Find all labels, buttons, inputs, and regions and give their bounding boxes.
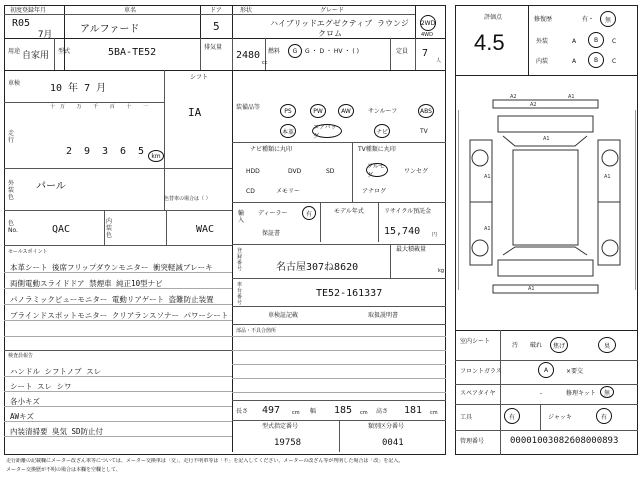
seat-label: 室内シート [460,338,491,345]
score-value: 4.5 [474,30,505,55]
width-value: 185 [334,405,353,416]
odometer-unit: km [151,152,161,160]
spare-label: スペアタイヤ [460,390,496,397]
svg-text:A1: A1 [484,226,491,232]
odometer-digit: 3 [102,146,109,157]
fuel-label: 燃料 [268,48,281,55]
equip-aw: AW [338,104,354,118]
equip-sunroof: サンルーフ [368,108,398,115]
grade-value-1: ハイブリッドエグゼクティブ ラウンジ [270,19,409,28]
dealer-value: 有 [302,206,316,220]
grade-label: グレード [320,7,345,14]
spare-circle: 無 [600,386,614,398]
svg-text:A2: A2 [510,94,517,100]
4wd-label: 4WD [421,32,433,38]
color-value: パール [36,181,66,192]
mgmt-value: 00001003082608000893 [510,436,619,446]
spare-opt-1: - [540,390,543,397]
recycle-value: 15,740 [384,226,421,237]
door-label: ドア [210,7,222,14]
dealer-box-label: 輸入 [238,210,245,224]
equip-pw: PW [310,104,326,118]
type-label: 型式指定番号 [262,423,299,430]
use-value: 自家用 [22,51,50,61]
tool-label: 工具 [460,414,473,421]
note-line: 内装清掃要 臭気 SD防止付 [10,427,104,436]
cc-label: 排気量 [204,44,223,51]
equip-abs: ABS [418,104,434,118]
sales-line: ブラインドスポットモニター クリアランスソナー パワーシート [10,311,229,320]
footer-line-2: メーター交換歴が不明の場合は本欄を空欄として、 [6,467,121,473]
4wd-circle: 2WD [420,15,436,31]
note-line: シート スレ シワ [10,382,72,391]
glass-label: フロントガラス [460,368,502,375]
note-line: 各小キズ [10,397,40,406]
fuel-options: G ・ D ・ HV ・ ( ) [305,48,359,55]
ext-opt-c: C [612,38,617,45]
sales-points-title: セールスポイント [8,249,48,255]
inspection-label: 車検 [8,80,21,87]
ext-label: 外装 [536,38,549,45]
odometer-digit: 2 [66,146,73,157]
parts-label: 部品・不具合箇所 [236,328,277,334]
height-label: 高さ [376,408,389,415]
int-grade-circle: B [588,52,604,68]
repair-options: 有・ [582,16,595,23]
seat-opt-burn: 焦げ [550,337,568,353]
grade-value-2: クロム [318,29,342,38]
recycle-unit: 円 [432,232,438,238]
navi-title: ナビ種類に丸印 [250,146,293,153]
note-line: AWキズ [10,412,34,421]
tv-opt-analog: アナログ [362,188,387,195]
tv-title: TV種類に丸印 [358,146,396,153]
recycle-label: リサイクル預託金 [384,208,432,215]
svg-text:A1: A1 [604,174,611,180]
jack-value: 有 [596,408,612,424]
navi-opt-mem: メモリー [276,188,301,195]
reg-year-value: R05 [12,18,31,29]
glass-opt-replace: ×要交 [566,368,584,375]
shift-label: シフト [190,74,209,81]
glass-opt-a: A [538,362,554,378]
shift-value: IA [188,106,202,119]
car-damage-diagram [458,80,636,320]
navi-opt-dvd: DVD [288,168,302,175]
tool-value: 有 [504,408,520,424]
class-value: 0041 [382,438,404,448]
int-code-label: 内装色 [106,218,113,239]
equip-tv: TV [420,128,428,135]
svg-text:A2: A2 [530,102,537,108]
ext-options: A [572,38,577,45]
cc-value: 2480 [236,50,261,61]
km-circle [148,150,164,162]
length-unit: cm [292,410,300,416]
color-code-label: 色 No. [8,220,18,234]
int-opt-c: C [612,58,617,65]
inspector-notes-title: 検査員報告 [8,353,34,359]
color-code-value: QAC [52,224,71,235]
plate-value: 名古屋307ね8620 [276,262,359,273]
jack-label: ジャッキ [548,414,572,421]
length-value: 497 [262,405,281,416]
seat-opt-smell: 臭 [598,337,616,353]
navi-opt-sd: SD [326,168,335,175]
capacity-label: 定員 [396,48,409,55]
cc-unit: cc [262,60,268,66]
seat-opt-tear: 破れ [530,342,543,349]
repair-label: 修復歴 [534,16,553,23]
sales-line: 本革シート 後席フリップダウンモニター 衝突軽減ブレーキ [10,263,213,272]
plate-label: 登録番号 [237,248,243,272]
model-label: 型式 [58,48,71,55]
width-label: 幅 [310,408,317,415]
mgmt-label: 管理番号 [460,438,485,445]
use-label: 用途 [8,48,21,55]
footer-line-1: 走行距離の記載欄にメーター改ざん車等については、メーター交換車は「交」、走行不明車等は「不」を記入してください。メーターの改ざん等が判明した場合は「改」を記入。 [6,458,404,464]
manual-label: 取扱説明書 [368,312,399,319]
navi-opt-hdd: HDD [246,168,260,175]
odometer-digit: 9 [84,146,91,157]
score-label: 評価点 [484,14,503,21]
odometer-digit: 6 [120,146,127,157]
model-value: 5BA-TE52 [108,47,157,58]
chassis-label: 車台番号 [237,282,243,306]
chassis-value: TE52-161337 [316,288,383,299]
navi-opt-cd: CD [246,188,255,195]
door-value: 5 [213,20,220,33]
reg-year-label: 初度登録年月 [10,7,47,14]
tv-opt-oneseg: ワンセグ [404,168,429,175]
class-label: 類別区分番号 [368,423,405,430]
int-options: A [572,58,577,65]
fuel-g-circle: G [288,44,302,58]
tv-opt-fullseg: フルセグ [366,163,388,177]
width-unit: cm [360,410,368,416]
svg-text:A1: A1 [568,94,575,100]
equip-navi: ナビ [374,124,390,138]
car-name-value: アルファード [80,24,140,35]
equip-ps: PS [280,104,296,118]
color-label: 外装色 [8,180,15,201]
int-code-value: WAC [196,224,215,235]
spare-opt-2: 修理キット [566,390,596,397]
seat-opt-dirty: 汚 [512,342,519,349]
equip-airbag: エアバッグ [312,124,342,138]
odometer-label: 走 行 [8,130,15,144]
height-value: 181 [404,405,423,416]
int-label: 内装 [536,58,549,65]
ext-grade-circle: B [588,32,604,48]
svg-text:A1: A1 [543,136,550,142]
length-label: 長さ [236,408,249,415]
note-line: ハンドル シフトノブ スレ [10,367,102,376]
type-value: 19758 [274,438,302,448]
capacity-value: 7 [422,48,429,59]
sales-line: 両側電動スライドドア 禁煙車 純正10型ナビ [10,279,163,288]
car-name-label: 車名 [124,7,137,14]
max-load-label: 最大積載量 [396,246,427,253]
height-unit: cm [430,410,438,416]
equip-leather: 本革 [280,124,296,138]
svg-text:A1: A1 [484,174,491,180]
model-year-label: モデル年式 [334,208,364,215]
capacity-unit: 人 [436,58,442,64]
rec-label: 車検証記載 [268,312,299,319]
color-note: 色替車の場合は（ ） [164,196,211,202]
svg-text:A1: A1 [528,286,535,292]
odometer-digit: 5 [138,146,145,157]
max-load-unit: kg [438,268,445,274]
sales-line: パノラミックビューモニター 電動リアゲート 盗難防止装置 [10,295,214,304]
reg-month-value: 7月 [38,30,53,40]
shape-label: 形状 [240,7,253,14]
dealer-label: ディーラー [258,210,288,217]
warranty-label: 保証書 [262,230,281,237]
odometer-units-header: 十万 万 千 百 十 一 [50,104,153,110]
inspection-value: 10 年 7 月 [50,83,107,94]
repair-none-circle: 無 [600,11,616,27]
equipment-title: 装備品等 [236,104,261,111]
